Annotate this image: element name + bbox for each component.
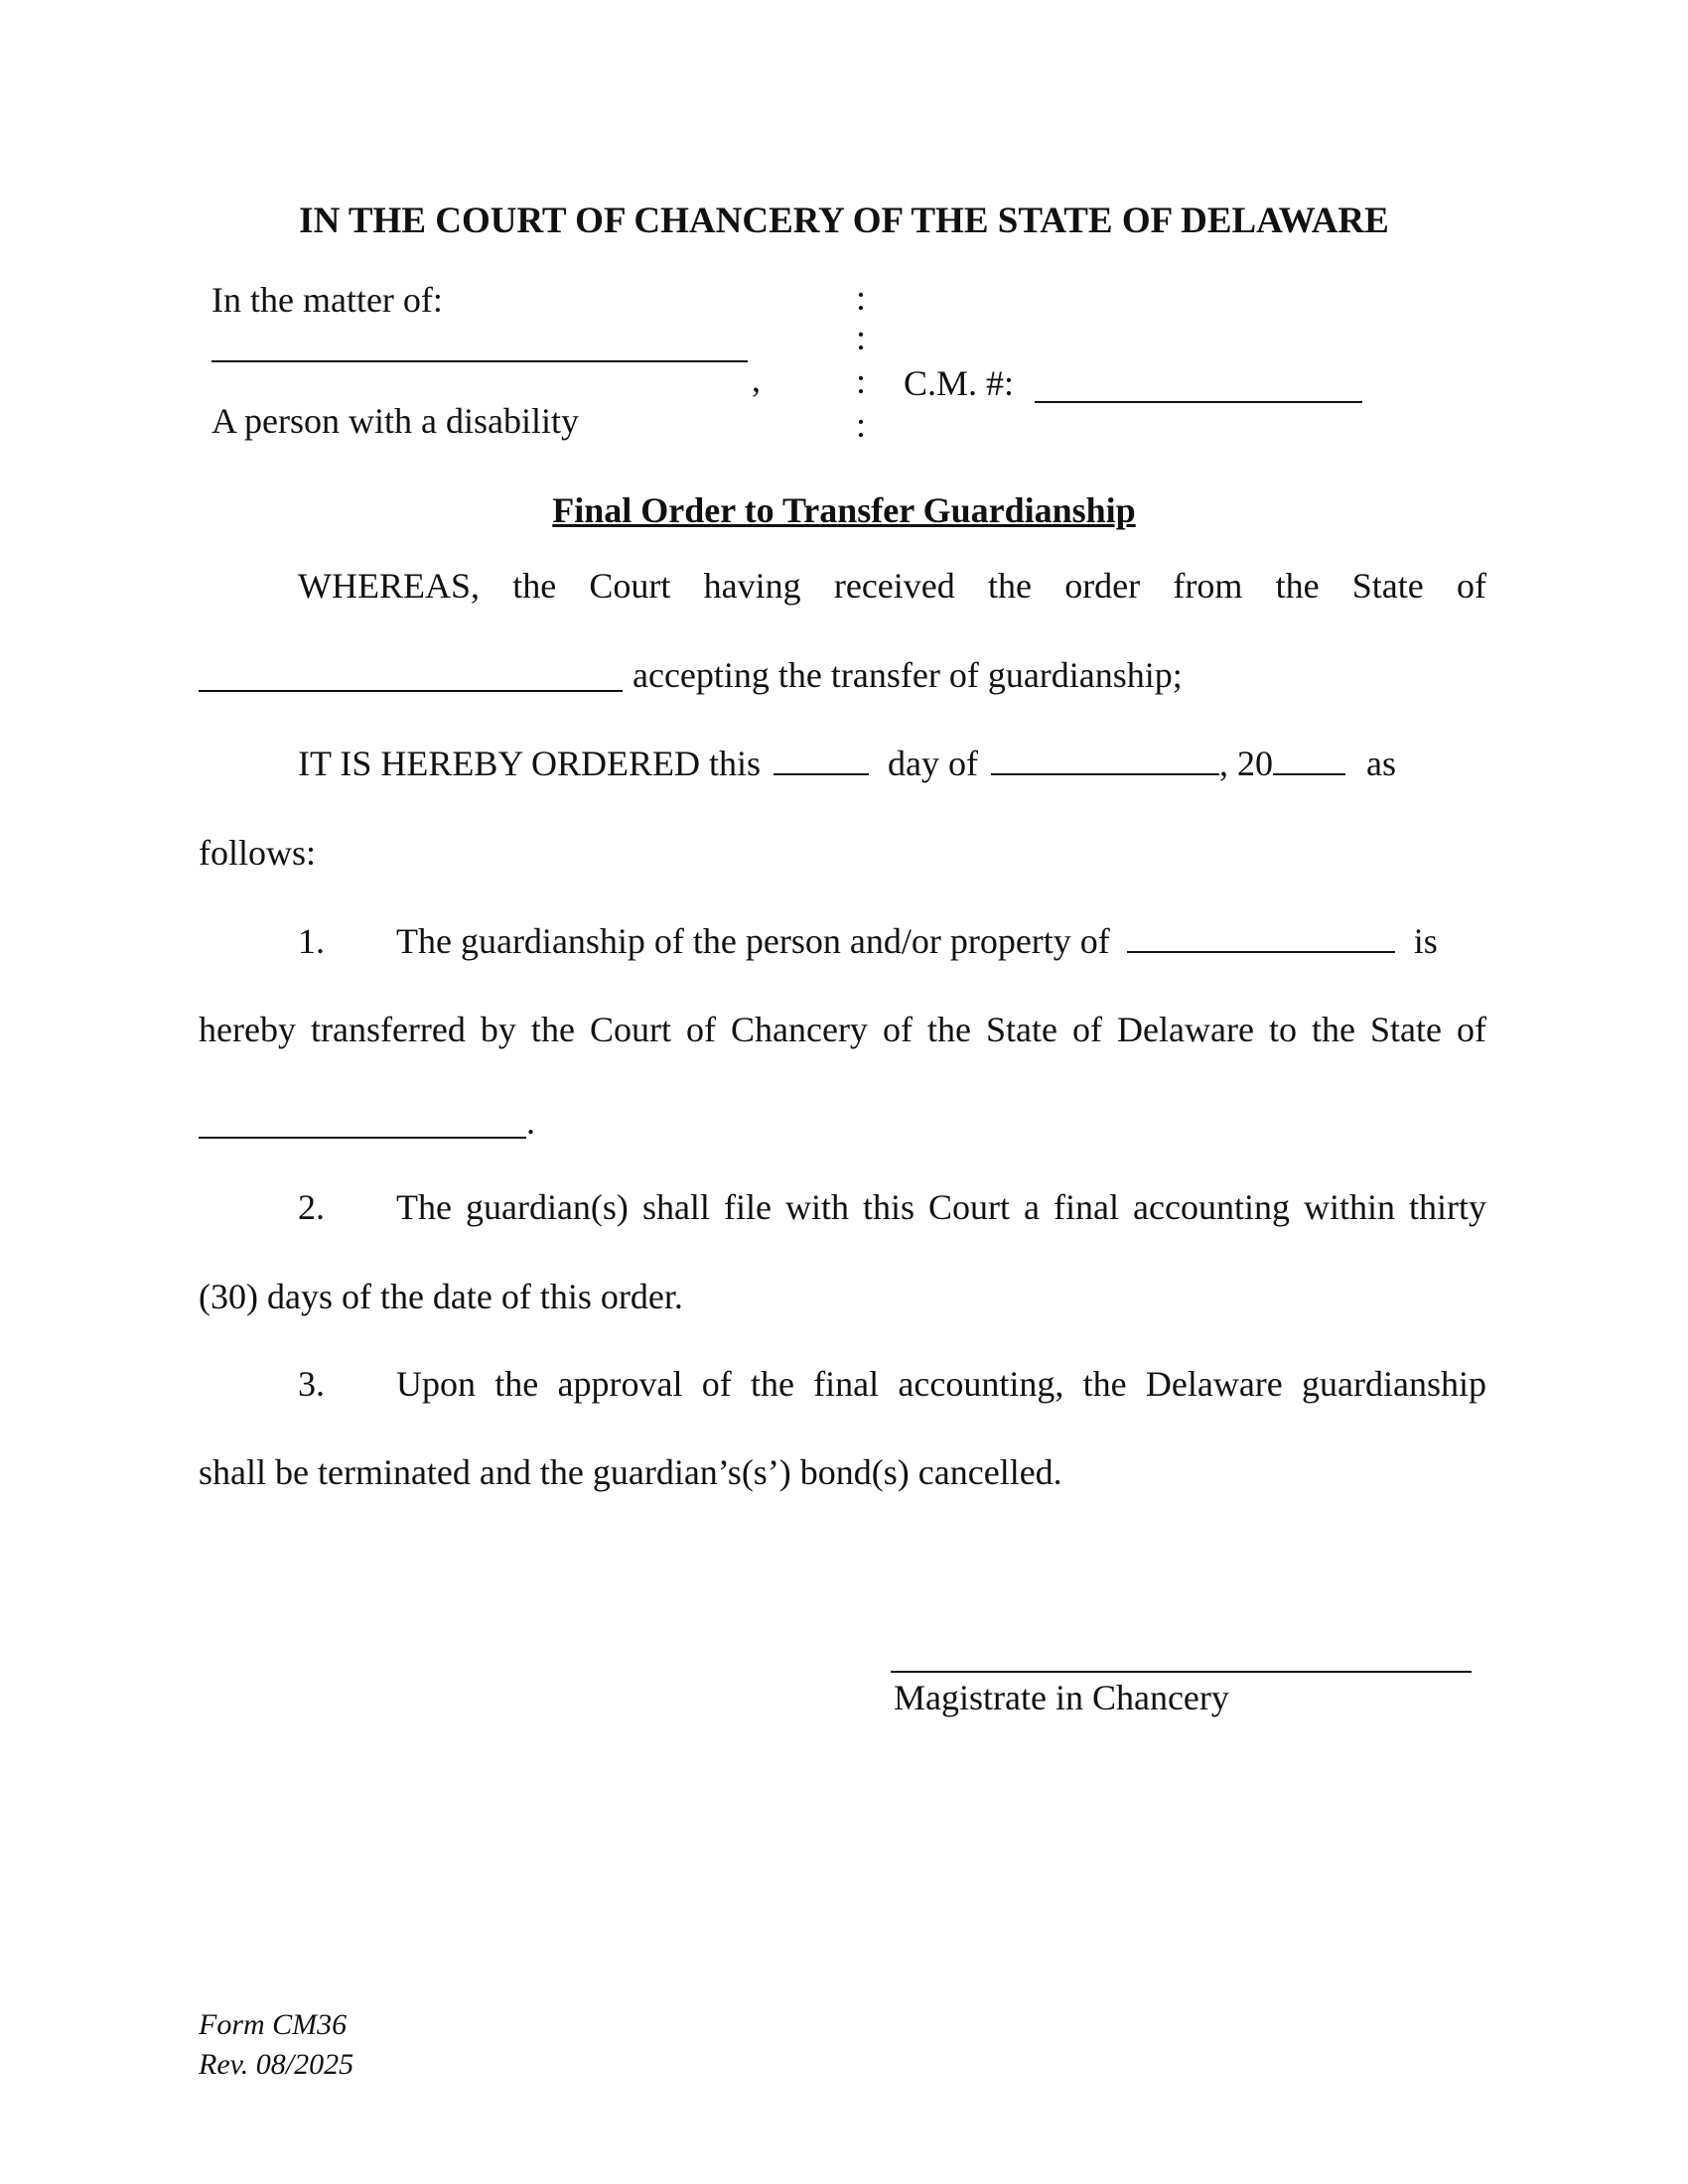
item-text: Upon the approval of the final accounting, the Delaware guardianship <box>396 1364 1486 1404</box>
order-item-1 <box>298 923 1486 959</box>
ward-name-blank[interactable] <box>1127 923 1395 953</box>
ordered-text: IT IS HEREBY ORDERED this <box>298 744 762 783</box>
whereas-word: from <box>1173 566 1243 606</box>
signature-label: Magistrate in Chancery <box>894 1678 1229 1717</box>
day-of-text: day of <box>888 744 978 783</box>
order-item-2 <box>298 1189 1486 1225</box>
year-prefix: , 20 <box>1218 744 1273 783</box>
whereas-word: the <box>1275 566 1320 606</box>
whereas-word: order <box>1064 566 1141 606</box>
disability-label: A person with a disability <box>211 401 579 441</box>
year-blank[interactable] <box>1273 746 1345 775</box>
whereas-word: State <box>1351 566 1424 606</box>
signature-line[interactable] <box>891 1671 1472 1673</box>
item-continuation: hereby transferred by the Court of Chancery of the State of Delaware to the State of <box>199 1010 1486 1049</box>
order-title: Final Order to Transfer Guardianship <box>552 490 1136 530</box>
receiving-state-blank[interactable] <box>199 1137 526 1139</box>
whereas-word: of <box>1456 566 1486 606</box>
caption-colon: : <box>856 405 867 445</box>
item-continuation: (30) days of the date of this order. <box>199 1277 683 1316</box>
item-text-end: is <box>1413 921 1438 961</box>
caption-colon: : <box>856 318 867 357</box>
item-text: The guardianship of the person and/or property of <box>396 921 1110 961</box>
month-blank[interactable] <box>991 746 1219 775</box>
item-number: 1. <box>298 921 325 961</box>
accepting-text: accepting the transfer of guardianship; <box>633 655 1183 695</box>
whereas-word: having <box>703 566 801 606</box>
item-continuation: shall be terminated and the guardian’s(s’) bond(s) cancelled. <box>199 1452 1062 1492</box>
caption-colon: : <box>856 361 867 401</box>
item-period: . <box>526 1102 535 1142</box>
as-text: as <box>1365 744 1396 783</box>
item-number: 3. <box>298 1364 325 1404</box>
cm-number-label: C.M. #: <box>904 363 1015 403</box>
whereas-paragraph <box>298 568 1486 604</box>
party-name-blank[interactable] <box>211 360 748 362</box>
whereas-word: WHEREAS, <box>298 566 480 606</box>
whereas-word: the <box>512 566 557 606</box>
follows-text: follows: <box>199 833 317 873</box>
form-number: Form CM36 <box>199 2008 348 2041</box>
order-item-3 <box>298 1366 1486 1402</box>
form-revision: Rev. 08/2025 <box>199 2048 354 2081</box>
day-blank[interactable] <box>774 746 869 775</box>
accepting-state-blank[interactable] <box>199 690 623 692</box>
whereas-word: the <box>987 566 1032 606</box>
ordered-line <box>298 746 1396 781</box>
matter-label: In the matter of: <box>211 280 443 320</box>
whereas-word: received <box>833 566 955 606</box>
court-heading: IN THE COURT OF CHANCERY OF THE STATE OF DELAWARE <box>299 201 1389 241</box>
party-comma: , <box>752 359 761 399</box>
whereas-word: Court <box>589 566 671 606</box>
item-text: The guardian(s) shall file with this Court a final accounting within thirty <box>396 1187 1486 1227</box>
caption-colon: : <box>856 278 867 318</box>
item-number: 2. <box>298 1187 325 1227</box>
cm-number-blank[interactable] <box>1035 401 1362 403</box>
